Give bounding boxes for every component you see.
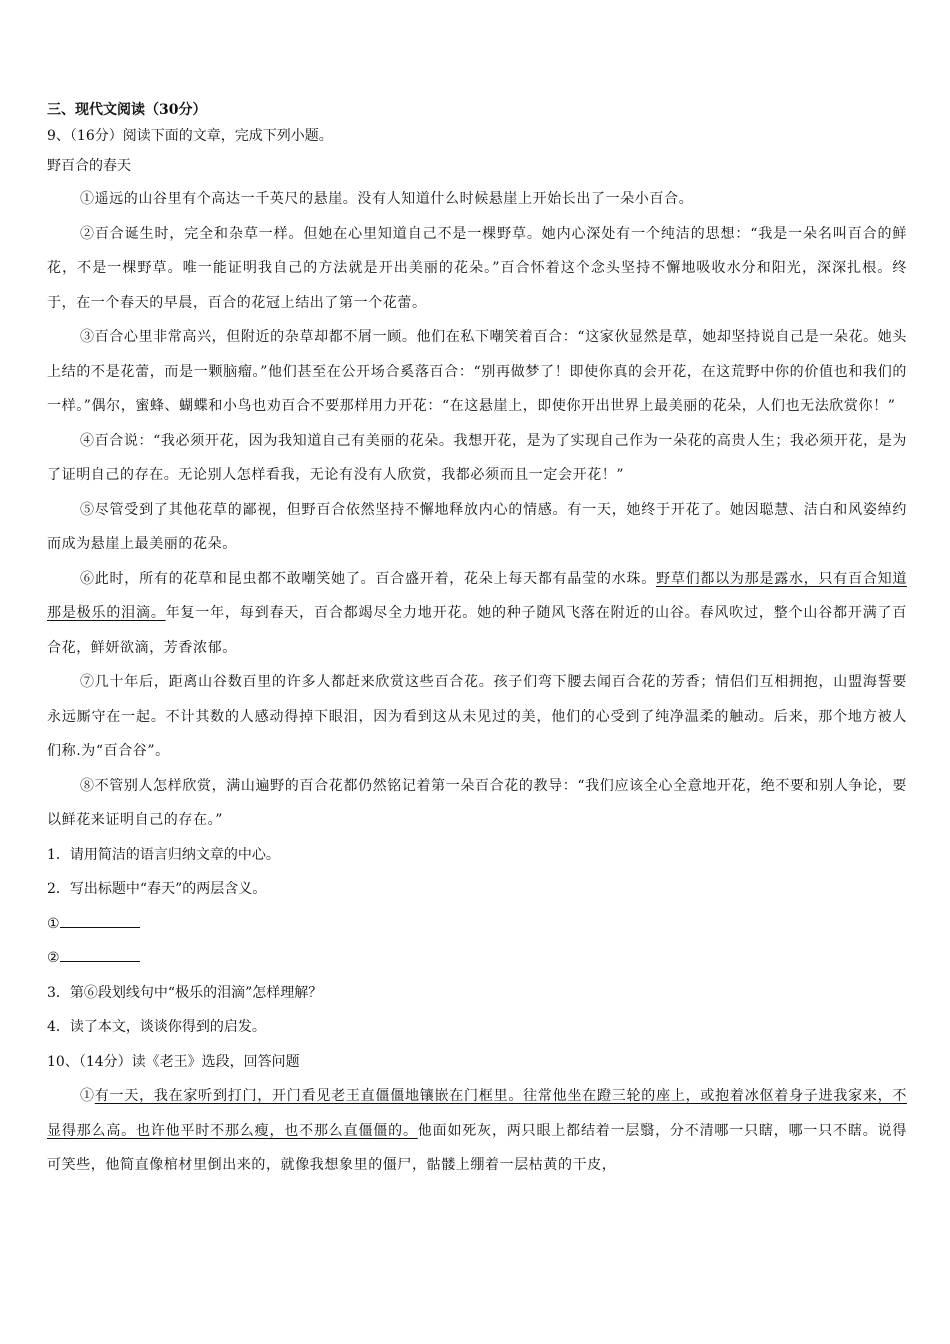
answer-blank-1-line[interactable] (60, 913, 140, 928)
answer-blank-2-line[interactable] (60, 947, 140, 962)
paragraph-6-text-before: ⑥此时，所有的花草和昆虫都不敢嘲笑她了。百合盛开着，花朵上每天都有晶莹的水珠。 (80, 570, 657, 587)
paragraph-8: ⑧不管别人怎样欣赏，满山遍野的百合花都仍然铭记着第一朵百合花的教导：“我们应该全心全意地开花，绝不要和别人争论，要以鲜花来证明自己的存在。” (47, 777, 907, 828)
question-9-prompt: 9、（16分）阅读下面的文章，完成下列小题。 (47, 128, 333, 144)
paragraph-7: ⑦几十年后，距离山谷数百里的许多人都赶来欣赏这些百合花。孩子们弯下腰去闻百合花的芳香；情侣们互相拥抱，山盟海誓要永远厮守在一起。不计其数的人感动得掉下眼泪，因为看到这从未见过的美，他们的心受到了纯净温柔的触动。后来，那个地方被人们称.为“百合谷”。 (47, 674, 907, 759)
question-10-prompt: 10、（14分）读《老王》选段，回答问题 (47, 1053, 300, 1070)
question-3: 3．第⑥段划线句中“极乐的泪滴”怎样理解？ (47, 984, 323, 1001)
question-4: 4．读了本文，谈谈你得到的启发。 (47, 1019, 266, 1035)
answer-blank-2-marker: ② (47, 950, 60, 966)
question-1: 1．请用简洁的语言归纳文章的中心。 (47, 846, 280, 863)
paragraph-6-text-after: 年复一年，每到春天，百合都竭尽全力地开花。她的种子随风飞落在附近的山谷。春风吹过，整个山谷都开满了百合花，鲜妍欲滴，芳香浓郁。 (47, 605, 907, 656)
paragraph-3: ③百合心里非常高兴，但附近的杂草却都不屑一顾。他们在私下嘲笑着百合：“这家伙显然是草，她却坚持说自己是一朵花。她头上结的不是花蕾，而是一颗脑瘤。”他们甚至在公开场合奚落百合：“别再做梦了！即使你真的会开花，在这荒野中你的价值也和我们的一样。”偶尔，蜜蜂、蝴蝶和小鸟也劝百合不要那样用力开花：“在这悬崖上，即使你开出世界上最美丽的花朵，人们也无法欣赏你！” (47, 329, 907, 414)
laowang-paragraph-number: ① (80, 1088, 95, 1104)
document-page (47, 98, 907, 1183)
paragraph-2: ②百合诞生时，完全和杂草一样。但她在心里知道自己不是一棵野草。她内心深处有一个纯洁的思想：“我是一朵名叫百合的鲜花，不是一棵野草。唯一能证明我自己的方法就是开出美丽的花朵。”百合怀着这个念头坚持不懈地吸收水分和阳光，深深扎根。终于，在一个春天的早晨，百合的花冠上结出了第一个花蕾。 (47, 225, 907, 311)
paragraph-6-underlined-sentence: 野草们都以为那是露水，只有百合知道那是极乐的泪滴。 (47, 570, 907, 621)
answer-blank-1-marker: ① (47, 915, 60, 932)
paragraph-1: ①遥远的山谷里有个高达一千英尺的悬崖。没有人知道什么时候悬崖上开始长出了一朵小百合。 (80, 191, 694, 207)
paragraph-4: ④百合说：“我必须开花，因为我知道自己有美丽的花朵。我想开花，是为了实现自己作为一朵花的高贵人生；我必须开花，是为了证明自己的存在。无论别人怎样看我，无论有没有人欣赏，我都必须而且一定会开花！” (47, 432, 907, 483)
answer-blank-1 (47, 907, 907, 942)
laowang-paragraph-1 (47, 1079, 907, 1183)
paragraph-6 (47, 562, 907, 666)
article-title: 野百合的春天 (47, 158, 131, 174)
section-heading: 三、现代文阅读（30分） (47, 102, 207, 118)
paragraph-5: ⑤尽管受到了其他花草的鄙视，但野百合依然坚持不懈地释放内心的情感。有一天，她终于开花了。她因聪慧、洁白和风姿绰约而成为悬崖上最美丽的花朵。 (47, 501, 907, 552)
question-2: 2．写出标题中“春天”的两层含义。 (47, 881, 267, 897)
laowang-underlined-sentence: 有一天，我在家听到打门，开门看见老王直僵僵地镶嵌在门框里。往常他坐在蹬三轮的座上，或抱着冰伛着身子进我家来，不显得那么高。也许他平时不那么瘦，也不那么直僵僵的。 (47, 1088, 907, 1139)
answer-blank-2 (47, 941, 907, 976)
laowang-text-after: 他面如死灰，两只眼上都结着一层翳，分不清哪一只瞎，哪一只不瞎。说得可笑些，他简直像棺材里倒出来的，就像我想象里的僵尸，骷髅上绷着一层枯黄的干皮， (47, 1122, 907, 1173)
